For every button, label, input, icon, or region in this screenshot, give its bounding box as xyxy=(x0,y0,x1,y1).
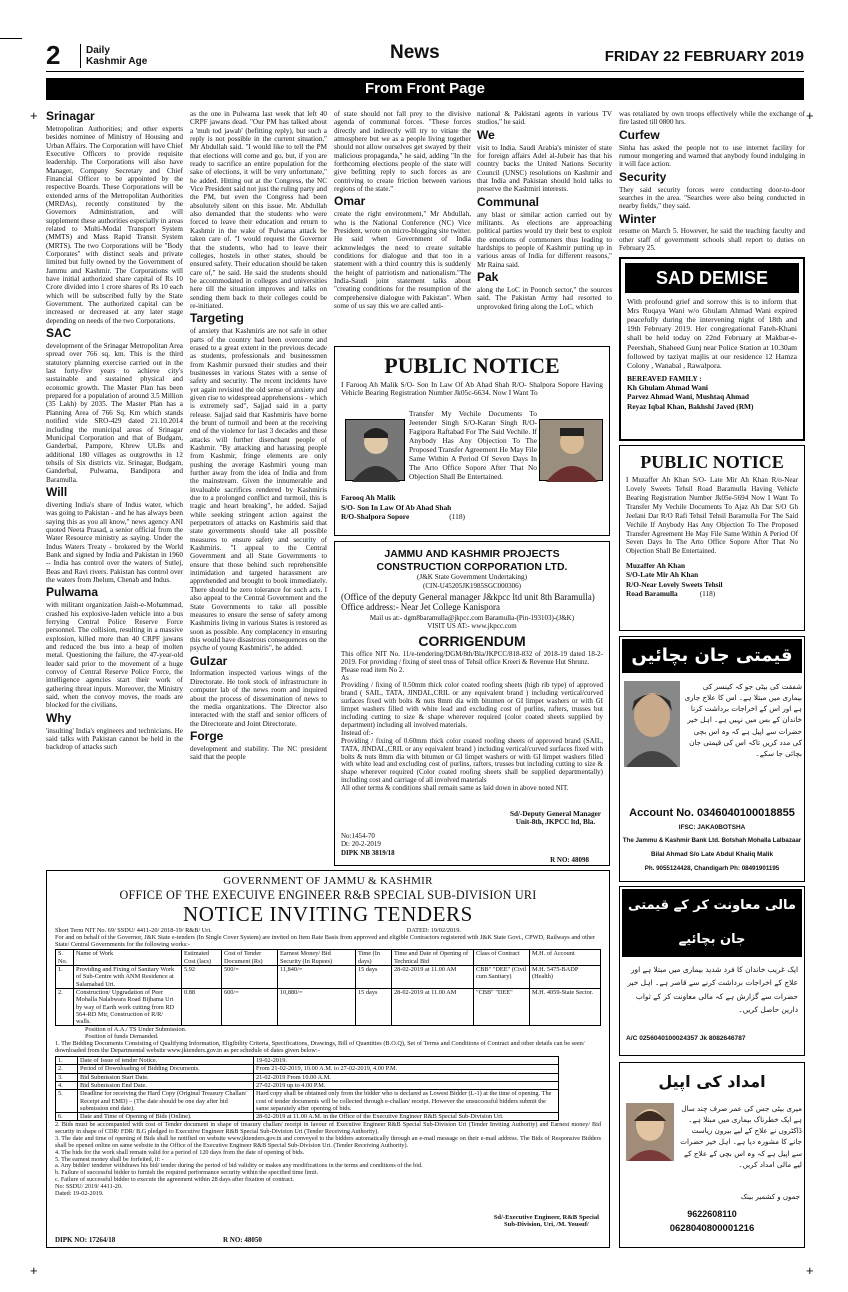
public-notice-body: Transfer My Vechile Documents To Jeetender Singh S/O-Karan Singh R/O- Fagipora Raftabad For The Said Vechile. If Anybody Has Any Objection To The Proposed Transfer Agreement He May File Same Within A Period Of Seven Days In The Arto Office Sopore After That No Objection Shall Be Entertained. xyxy=(409,409,537,482)
table-cell: 11,840/= xyxy=(278,966,356,989)
bereaved-member: Reyaz Iqbal Khan, Bakhshi Javed (RM) xyxy=(627,401,754,411)
table-cell: 1. xyxy=(56,966,74,989)
public-notice-lead: I Farooq Ah Malik S/O- Son In Law Of Ab Ahad Shah R/O- Shalpora Sopore Having Vehicle Bearing Registration Number Jk05c-6634. Now I Want To xyxy=(341,379,603,398)
article-text: with militant organization Jaish-e-Mohammad, crashed his explosive-laden vehicle into a bus ferrying Central Police Reserve Force personnel. The collision, resulting in a massive explosion, killed more than 40 CRPF jawans and reduced the bus into a heap of molten metal. Questioning the failure, the 47-year-old leader said prior to the movement of a huge convoy of Central Reserve Police Force, the intelligence agencies start their work of gathering threat inputs. Moreover, the Ministry said, when the convoy moves, the roads are blocked for the civilians. xyxy=(46,601,183,710)
sad-demise-body: With profound grief and sorrow this is to inform that Mrs Ruqaya Wani w/o Ghulam Ahmad Wani expired peacefully during the intervening night of 18th and 19th February 2019. Her congregational Fateh-Khani shall be held today on 22nd February at Makbar-e-Peershah, Shaheed Gunj near Police Station at 10.30am followed by taziyat majlis at our residence 12 Hamza Colony , Wanabal , Rawalpora. xyxy=(627,297,797,370)
column-2 xyxy=(190,110,327,868)
headline-srinagar: Srinagar xyxy=(46,109,95,123)
org-sub: (J&K State Government Undertaking) xyxy=(417,573,527,582)
tender-office: OFFICE OF THE EXECUIVE ENGINEER R&B SPECIAL SUB-DIVISION URI xyxy=(119,887,537,902)
column-5 xyxy=(619,110,805,255)
table-header-cell: Name of Work xyxy=(74,950,182,966)
table-row xyxy=(56,1081,559,1089)
corrigendum-text: All other terms & conditions shall remain same as laid down in above noted NIT. xyxy=(341,784,569,793)
contact-email: Mail us at:- dgm8baramulla@jkpcc.com Baramulla-(Pin-193103)-(J&K) xyxy=(369,614,575,623)
headline-will: Will xyxy=(46,484,68,499)
paper-name xyxy=(86,45,147,67)
tender-gov: GOVERNMENT OF JAMMU & KASHMIR xyxy=(223,875,433,887)
sad-demise-ad xyxy=(619,257,805,441)
corrigendum-refs xyxy=(341,832,395,857)
account-number: Account No. 0346040100018855 xyxy=(629,807,795,819)
article-text: create the right environment," Mr Abdullah, who is the National Conference (NC) Vice President, wrote on micro-blogging site twitter. He said when Government of India acknowledges the need to create suitable conditions for dialogue and that too in a statement with a third country this is suddenly the height of patriotism and nationalism."The India-Saudi joint statement talks about "creating conditions for the resumption of the comprehensive dialogue with Pakistan". When some of us say this we are called anti- xyxy=(334,210,471,311)
ad-ref: (118) xyxy=(449,512,465,522)
table-cell: 15 days xyxy=(356,966,392,989)
urdu-ad-body: میری بیٹی جس کی عمر صرف چند سال ہے ایک خطرناک بیماری میں مبتلا ہے۔ ڈاکٹروں نے علاج کے لیے بیرون ریاست جانے کا مشورہ دیا ہے۔ اہل خیر حضرات سے اپیل ہے کہ وہ اس بچی کے علاج کے لیے مالی امداد کریں۔ xyxy=(680,1104,802,1169)
column-3 xyxy=(334,110,471,342)
tender-signature xyxy=(494,1214,599,1229)
signature-line: Sd/-Executive Engineer, R&B Special xyxy=(493,1213,599,1221)
paper-name-line2: Kashmir Age xyxy=(86,56,148,67)
bank-name: The Jammu & Kashmir Bank Ltd. Botshah Mohalla Lalbazaar xyxy=(622,837,802,844)
masthead xyxy=(46,40,804,72)
crop-line xyxy=(0,38,22,39)
article-text: They said security forces were conducting door-to-door searches in the area. "Searches were also being conducted in nearby fields," they said. xyxy=(619,185,805,211)
tender-title: NOTICE INVITING TENDERS xyxy=(183,901,473,926)
signature-name: Muzaffer Ah Khan xyxy=(626,561,686,571)
ref-dipk: DIPK NB 3819/18 xyxy=(341,848,395,857)
table-cell: 5.92 xyxy=(182,966,222,989)
table-cell: 28-02-2019 at 11.00 AM xyxy=(392,966,474,989)
corrigendum-text: Instead of:- xyxy=(341,728,374,737)
public-notice-signature xyxy=(620,559,804,599)
signature-line: S/O- Son In Law Of Ab Ahad Shah xyxy=(341,502,452,512)
table-row xyxy=(56,1073,559,1081)
tender-terms xyxy=(47,1122,609,1197)
table-header-cell: Class of Contract xyxy=(474,950,530,966)
signature-line: Sub-Division, Uri, /M. Yousuf/ xyxy=(503,1221,589,1229)
tender-nit-no: Short Term NIT No. 69/ SSDU/ 4411-20/ 2018-19/ R&B/ Uri. xyxy=(55,927,212,935)
ad-ref: (118) xyxy=(699,588,716,598)
registration-mark: + xyxy=(806,1263,814,1278)
contact-name: Bilal Ahmad S/o Late Abdul Khaliq Malik xyxy=(650,851,774,858)
org-cin: (CIN-U45205JK1985SGC000306) xyxy=(423,581,521,590)
page-number: 2 xyxy=(46,40,61,70)
headline-sac: SAC xyxy=(46,326,72,341)
public-notice-signature xyxy=(341,493,465,522)
table-cell: Period of Downloading of Bidding Documents. xyxy=(78,1065,254,1073)
headline-gulzar: Gulzar xyxy=(190,653,228,668)
public-notice-2 xyxy=(619,445,805,631)
table-cell: Construction/ Upgradation of Peer Mohalla Nalabwara Road Bijhama Uri by way of Earth work cutting from RD 564-RD Mtr, Construction of R/R/ walls. xyxy=(74,988,182,1025)
table-row xyxy=(56,1057,559,1065)
headline-security: Security xyxy=(619,169,667,184)
public-notice-body: I Muzaffer Ah Khan S/O- Late Mir Ah Khan R/o-Near Lovely Sweets Tehsil Road Baramulla Having Vehicle Bearing Registration Number Jk05e-5694 Now I Want To Transfer My Vechile Documents To Ajaz Ah Dar S/O Gh Jeelani Dar R/O Rafi Tehsil Tehsil Baramulla For The Said Vechile If Anybody Has Any Objection To The Proposed Transfer Agreement He May File Same Within A Period Of Seven Days In The Arto Office Sopore After That No Objection Shall Be Entertained. xyxy=(626,475,798,556)
paper-name-line1: Daily xyxy=(86,45,110,56)
corrigendum-text: Providing / fixing of 0.60mm thick color coated roofing sheets of approved brand (SAIL, TATA, JINDAL,CRIL or any equivalent brand ) including vertical/curved surfaces fixed with bolts & nuts 8mm dia with bitumen or GI limpet washers or with GI limpet washers filled with white lead and excluding cost of purlins, rafters, trusses but including cutting to size & shape wherever required (Color coated roofing sheets shall be supplied departmentally) including cost and carriage of all involved materials xyxy=(341,736,603,785)
tender-date: Dated: 19-02-2019. xyxy=(55,1189,104,1197)
headline-why: Why xyxy=(46,710,72,725)
urdu-bank: جموں و کشمیر بینک xyxy=(740,1193,800,1201)
article-text: Information inspected various wings of the Directorate. He took stock of infrastructure in computer lab of the news room and inquired about the process of dissemination of news to the media organizations. The Director also interacted with the staff and senior officers of the Directorate and Joint Directorate. xyxy=(190,669,327,728)
article-text: development of the Srinagar Metropolitan Area spread over 766 sq. km. This is the third statutory planning exercise carried out in the last forty-five years to achieve city's sustainable and sustained physical and economic growth. The Master Plan has been prepared for a population of around 3.5 Million (35 Lakh) by 2035. The Master Plan has a Planning Area of 766 Sq. Km which stands notified vide SRO-429 dated 21.10.2014 including the municipal areas of Srinagar Municipal Corporation and that of Budgam, Ganderbal, Pampore, Khrew ULBs and additional 180 villages as outgrowths in 12 tehsils of Six districts viz. Srinagar, Budgam, Ganderbal, Pulwama, Bandipora and Baramulla. xyxy=(46,342,183,484)
corrigendum-text: Providing / fixing of 0.50mm thick color coated roofing sheets (high rib type) of approved brand ( SAIL, TATA, JINDAL,CRIL or any equivalent brand ) including vertical/curved surfaces fixed with bolts & nuts 8mm dia with bitumen or GI limpet washers or with GI limpet washers filled with white lead and excluding cost of purlins, rafters, trusses but including cutting to size & shape wherever required (color coated sheets supplied by department) including all involved materials. xyxy=(341,681,603,729)
table-cell: "CBB" "DEE" xyxy=(474,988,530,1025)
table-cell: 28-02-2019 at 11.00 AM xyxy=(392,988,474,1025)
table-cell: 2. xyxy=(56,988,74,1025)
table-cell: 0.88 xyxy=(182,988,222,1025)
article-text: development and stability. The NC president said that the people xyxy=(190,744,327,762)
tender-header-line xyxy=(47,926,609,934)
table-header-cell: Cost of Tender Document (Rs) xyxy=(222,950,278,966)
signature-line: R/O-Near Lovely Sweets Tehsil xyxy=(626,579,723,589)
tender-para: 5. The earnest money shall be forfeited, if: - xyxy=(55,1155,164,1163)
contact-website: VISIT US AT:- www.jkpcc.com xyxy=(427,622,517,631)
tender-intro: For and on behalf of the Governor, J&K State e-tenders (In Single Cover System) are invited on Item Rate Basis from approved and eligible Contractors registered with J&K State Govt., CPWD, Railways and other State/ Central Governments for the following works:- xyxy=(55,934,595,949)
ref-date: Dt: 20-2-2019 xyxy=(341,840,381,849)
table-cell: 15 days xyxy=(356,988,392,1025)
table-cell: 4. xyxy=(56,1081,78,1089)
table-cell: Date of Issue of tender Notice. xyxy=(78,1057,254,1065)
bereaved-family xyxy=(621,370,803,411)
tender-para: 1. The Bidding Documents Consisting of Qualifying Information, Eligibility Criteria, Specifications, Drawings, Bill of Quantities (B.O.Q), Set of Terms and Conditions of Contract and other details can be seen/ downloaded from the Departmental website www.jktenders.gov.in as per schedule of dates given below:- xyxy=(55,1040,585,1055)
corrigendum-signature xyxy=(510,810,601,827)
article-text: of anxiety that Kashmiris are not safe in other parts of the country had been overcome and erased to a great extent in the previous decade as students, professionals and businessmen from Kashmir pursued their studies and their businesses in various States with a sense of safety and security. The recent incidents have yet again revisited the old sense of anxiety and given rise to widespread apprehensions - which is extremely sad", Sajjad said in a party release. Sajjad said that Kashmiris have borne the brunt of turmoil and been at the receiving end of the violence for last 3 decades and these attacks will further disenchant people of Kashmir. "By attacking and harassing people from Kashmir, fringe elements are only pushing the average Kashmiri young man further away from the idea of India and from the mainstream. Given the innumerable and invaluable sacrifices rendered by Kashmiris due to a prolonged conflict and turmoil, this is tragic and heart breaking", he added. Sajjad while seeking stringent action against the perpetrators of attacks on Kashmiris said that state governments should take all possible measures to ensure safety and security of Kashmiris. "I appeal to the Central Government and all State Governments to ensure that those behind such reprehensible intimidation and targeted harassment are apprehended and brought to book immediately. There should be zero tolerance for such acts. I also appeal to the Central Government and the State Governments to take all possible measures to ensure the sense of safety among Kashmiris living in various States is restored as soon as possible. Any complacency in ensuring this would have disastrous consequences on the psyche of young Kashmiris", he added. xyxy=(190,327,327,653)
photo-right xyxy=(539,419,603,481)
corrigendum-title: CORRIGENDUM xyxy=(418,632,526,649)
urdu-appeal-ad-1 xyxy=(619,636,805,882)
table-cell: 19-02-2019. xyxy=(254,1057,559,1065)
article-text: national & Pakistani agents in various TV studios," he said. xyxy=(477,110,612,127)
tender-para: 4. The bids for the work shall remain valid for a period of 120 days from the date of opening of bids. xyxy=(55,1148,305,1156)
account-number: 0628040800001216 xyxy=(669,1223,755,1234)
ref-no: No:1454-70 xyxy=(341,832,375,840)
article-text: 'insulting' India's engineers and technicians. He said talks with Pakistan cannot be held in the backdrop of attacks such xyxy=(46,726,183,752)
urdu-ad-body: ایک غریب خاندان کا فرد شدید بیماری میں مبتلا ہے اور علاج کے اخراجات برداشت کرنے سے قاصر ہے۔ اہل خیر حضرات سے گزارش ہے کہ مالی معاونت کر کے ثواب دارین حاصل کریں۔ xyxy=(627,965,798,1014)
headline-omar: Omar xyxy=(334,194,366,209)
ifsc-code: IFSC: JAKA0BOTSHA xyxy=(678,824,746,831)
table-cell: 3. xyxy=(56,1073,78,1081)
table-row xyxy=(56,966,601,989)
ref-ro: R NO: 48098 xyxy=(550,856,589,864)
tender-notice xyxy=(46,870,610,1248)
table-cell: 21-02-2019 From 10.00 A.M. xyxy=(254,1073,559,1081)
corrigendum-text: Please read item No 2. xyxy=(341,665,405,674)
urdu-ad-title: امداد کی اپیل xyxy=(658,1072,766,1091)
corrigendum-body xyxy=(335,651,609,793)
table-cell: 27-02-2019 up to 4.00 P.M. xyxy=(254,1081,559,1089)
table-cell: Hard copy shall be obtained only from the bidder who is declared as Lowest Bidder (L-1) at the time of opening. The cost of tender documents will be collected through e-challan/ receipt. However the unsuccessful bidders submit the same separately after opening of bids. xyxy=(254,1090,559,1113)
signature-name: Farooq Ah Malik xyxy=(341,493,396,502)
article-text: was retaliated by own troops effectively while the exchange of fire lasted till 0800 hrs. xyxy=(619,110,805,127)
table-header-cell: Time (In days) xyxy=(356,950,392,966)
org-line: JAMMU AND KASHMIR PROJECTS xyxy=(384,548,560,560)
tender-para: 3. The date and time of opening of Bids shall be notified on website www.jktenders.gov.in and conveyed to the bidders automatically through an e-mail message on their e-mail address. The Bids of Responsive Bidders shall be opened online on same website in the Office of the Executive Engineer R&B Special Sub-Division Uri. (Tender Receiving Authority). xyxy=(55,1135,601,1149)
signature-line: Sd/-Deputy General Manager xyxy=(509,810,601,818)
registration-mark: + xyxy=(806,108,814,123)
tender-para: b. Failure of successful bidder to furnish the required performance security within the specified time limit. xyxy=(55,1169,319,1177)
section-banner xyxy=(46,78,804,100)
table-row xyxy=(56,1113,559,1121)
headline-targeting: Targeting xyxy=(190,311,244,326)
signature-address: Road Baramulla xyxy=(626,588,678,598)
table-cell: 1. xyxy=(56,1057,78,1065)
table-header-cell: Earnest Money/ Bid Security (In Rupees) xyxy=(278,950,356,966)
table-cell: Date and Time of Opening of Bids (Online). xyxy=(78,1113,254,1121)
org-line: CONSTRUCTION CORPORATION LTD. xyxy=(376,560,568,573)
org-name xyxy=(335,548,609,573)
signature-line xyxy=(341,512,465,522)
signature-address: R/O-Shalpora Sopore xyxy=(341,512,410,522)
column-1 xyxy=(46,108,183,868)
tender-para: 2. Bids must be accompanied with cost of Tender document in shape of treasury challan/ receipt in favour of Executive Engineer R&B Special Sub-Division Uri (Tender Inviting Authority) and Earnest money/ Bid security in shape of CDR/ FDR/ B.G pledged to Executive Engineer R&B Special Sub-Division Uri (Tender Receiving Authority). xyxy=(55,1121,601,1136)
table-cell: 2. xyxy=(56,1065,78,1073)
tender-no: No: SSDU/ 2019/ 4411-20. xyxy=(55,1182,123,1190)
corrigendum-text: This office NIT No. 11/e-tendering/DGM/8th/Bla/JKPCC/818-832 of 2018-19 dated 18-2-2019. For providing / fixing of steel truss of Tehsil office Kreeri & Revenue Hut Shrunz. xyxy=(341,649,603,666)
table-cell: Bid Submission End Date. xyxy=(78,1081,254,1089)
tender-position xyxy=(47,1027,609,1041)
registration-mark: + xyxy=(30,1263,38,1278)
position-funds: Position of funds Demanded. xyxy=(85,1033,159,1041)
contact-phone: Ph. 9055124428, Chandigarh Ph: 08491901195 xyxy=(644,865,780,872)
office-address: (Office of the deputy General manager J&kpcc ltd unit 8th Baramulla) Office address:- Near Jet College Kanispora xyxy=(341,591,595,612)
table-cell: M.H. 4059-State Sector. xyxy=(530,988,601,1025)
table-cell: Providing and Fixing of Sanitary Work of Sub-Centre with ANM Residence at Salamabad Uri. xyxy=(74,966,182,989)
headline-communal: Communal xyxy=(477,194,540,209)
signature-line: Unit-8th, JKPCC ltd, Bla. xyxy=(515,818,596,827)
bereaved-title: BEREAVED FAMILY : xyxy=(627,373,702,383)
article-text: any blast or similar action carried out by militants. As elections are approaching political parties would try their best to exploit the emotions of commoners thus leading to hardships to people of Kashmir putting up in various areas of India for different reasons," Mr Raina said. xyxy=(477,210,612,269)
article-text: as the one in Pulwama last week that left 40 CRPF jawans dead. "Our PM has talked about a 'muh tod jawab' (befitting reply), but such a reply is not possible in the current situation," Mr Abdullah said. "I would like to tell the PM that elections will come and go, but, if you are ready to sacrifice an entire population for the sake of elections, it will be very unfortunate," he added. Hitting out at the Congress, the NC Vice President said not just the ruling party and the PM, but even the Congress had been absolutely silent on this issue. Mr. Abdullah also demanded that the students who were forced to leave their education and return to Kashmir in the wake of Pulwama attack be taken care of. "I would request the Governor that the students, who had to leave their colleges, hostels in other states, should be ensured safety. Their education should be taken care of," he said. He said the students should be accommodated in colleges and universities here till the situation improves and talks on sending them back to their colleges could be re-initiated. xyxy=(190,110,327,310)
tender-schedule-table xyxy=(47,1055,567,1122)
article-text: of state should not fall prey to the divisive agenda of communal forces. "These forces directly and indirectly will try to vitiate the atmosphere but we as a people living together should not allow ourselves get swayed by their malicious propaganda," he said, adding "In the forthcoming elections people of the state will give befitting reply to such forces as are contriving to create friction between various regions of the state." xyxy=(334,110,471,194)
table-header-cell: S. No. xyxy=(56,950,74,966)
child-photo xyxy=(626,1103,674,1161)
table-row xyxy=(56,988,601,1025)
table-header-cell: Time and Date of Opening of Technical Bid xyxy=(392,950,474,966)
table-cell: Bid Submission Start Date. xyxy=(78,1073,254,1081)
article-text: resume on March 5. However, he said the teaching faculty and other staff of government schools shall report to duties on February 25. xyxy=(619,227,805,253)
headline-forge: Forge xyxy=(190,728,224,743)
table-row xyxy=(56,1090,559,1113)
position-aa: Position of A.A./ TS Under Submission. xyxy=(85,1026,187,1034)
urdu-appeal-ad-3 xyxy=(619,1062,805,1248)
tender-dated: DATED: 19/02/2019. xyxy=(406,927,461,935)
public-notice-title: PUBLIC NOTICE xyxy=(384,353,560,378)
issue-date: FRIDAY 22 FEBRUARY 2019 xyxy=(604,48,804,65)
page-number-divider xyxy=(80,44,81,68)
headline-pak: Pak xyxy=(477,269,499,284)
signature-line xyxy=(626,589,798,598)
article-text: visit to India. Saudi Arabia's minister of state for foreign affairs Adel al-Jubeir has that his country backs the United Nations Security Council (UNSC) resolutions on Kashmir and that India and Pakistan should hold talks to preserve the Kashmiri interests. xyxy=(477,143,612,194)
table-cell: 600/= xyxy=(222,988,278,1025)
tender-dipk: DIPK NO: 17264/18 xyxy=(55,1235,116,1244)
table-cell: CBB" "DEE" (Civil cum Sanitary) xyxy=(474,966,530,989)
bereaved-member: Parvez Ahmad Wani, Mushtaq Ahmad xyxy=(627,392,750,402)
corrigendum-ad xyxy=(334,541,610,866)
corrigendum-text: As xyxy=(341,673,349,682)
signature-line: S/O-Late Mir Ah Khan xyxy=(626,570,699,580)
headline-curfew: Curfew xyxy=(619,127,660,142)
article-text: diverting India's share of Indus water, which was going to Pakistan - and he has always been saying this as you all know," news agency ANI quoted Neeta Prasad, a senior official from the Water Resource ministry as saying. Under the Indus Waters Treaty - brokered by the World Bank and signed by India and Pakistan in 1960 -- India has control over the waters of Sutlej, Beas and Ravi rivers. Pakistan has control over the waters from Jhelum, Chenab and Indus. xyxy=(46,500,183,584)
column-4 xyxy=(477,110,612,342)
table-header-row xyxy=(56,950,601,966)
section-banner-label: From Front Page xyxy=(364,80,485,97)
table-header-cell: M.H. of Account xyxy=(530,950,601,966)
urdu-ad-title: قیمتی جان بچائیں xyxy=(622,639,802,673)
account-number: A/C 0256040100024357 Jk 8082646787 xyxy=(626,1035,746,1043)
section-title: News xyxy=(390,42,440,63)
headline-pulwama: Pulwama xyxy=(46,585,99,600)
bereaved-member: Kh Ghulam Ahmad Wani xyxy=(627,383,708,393)
registration-mark: + xyxy=(30,108,38,123)
tender-works-table xyxy=(47,948,609,1027)
table-cell: 6. xyxy=(56,1113,78,1121)
tender-ro: R NO: 48050 xyxy=(223,1235,262,1244)
table-header-cell: Estimated Cost (lacs) xyxy=(182,950,222,966)
public-notice-1 xyxy=(334,346,610,536)
urdu-ad-title: مالی معاونت کر کے قیمتی جان بچائیے xyxy=(622,889,802,957)
article-text: Metropolitan Authorities; and other experts besides nominee of Ministry of Housing and Urban Affairs. The Corporation will have Chief Executive Officers to provide requisite leadership. The Corporations will also have Manager, Company Secretary and Chief Financial Officer to be appointed by the respective Boards. These Corporations will be extended arms of the Metropolitan Authorities (MRDAs), recently constituted by the Governors Administration, and will supplement these authorities especially in areas related to Multi-Modal Transport System (MMTS) and Mass Rapid Transit System (MRTS). The two Corporations will be "Body Corporates" with distinct seals and private limited but fully owned by the Government of Jammu and Kashmir. The Corporations will have initial authorized share capital of Rs 10 Crore divided into 1 crore shares of Rs 10 each which will be subscribed fully by the State Government. The authorized capital can be increased or decreased at any later stage depending on needs of the two Corporations. xyxy=(46,124,183,325)
article-text: Sinha has asked the people not to use internet facility for rumour mongering and warned that anybody found indulging in it will face action. xyxy=(619,143,805,169)
table-cell: 5. xyxy=(56,1090,78,1113)
public-notice-title: PUBLIC NOTICE xyxy=(640,452,784,472)
child-photo xyxy=(624,681,680,767)
headline-winter: Winter xyxy=(619,211,657,226)
headline-we: We xyxy=(477,127,495,142)
tender-para: a. Any bidder/ tenderer withdraws his bid/ tender during the period of bid validity or makes any modifications in the terms and conditions of the bid. xyxy=(55,1162,423,1170)
table-cell: M.H. 5475-BADP (Health) xyxy=(530,966,601,989)
table-cell: Deadline for receiving the Hard Copy (Original Treasury Challan/ Receipt and EMD) – (The date should be one day after bid submission end date). xyxy=(78,1090,254,1113)
photo-left xyxy=(345,419,405,481)
contact-phone: 9622608110 xyxy=(687,1209,737,1219)
tender-para: c. Failure of successful bidder to execute the agreement within 28 days after fixation of contract. xyxy=(55,1175,294,1183)
table-row xyxy=(56,1065,559,1073)
table-cell: From 21-02-2019, 10.00 A.M. to 27-02-2019, 4.00 P.M. xyxy=(254,1065,559,1073)
urdu-ad-body: شفقت کی بیٹی جو کہ کینسر کی بیماری میں مبتلا ہے۔ اس کا علاج جاری ہے اور اس کے اخراجات برداشت کرنا خاندان کے بس میں نہیں ہے۔ اہل خیر حضرات سے اپیل ہے کہ وہ اس بچی کی مدد کریں تاکہ اس کی قیمتی جان بچائی جا سکے۔ xyxy=(684,682,802,758)
table-cell: 28-02-2019 at 11.00 A.M. in the Office of the Executive Engineer R&B Special Sub-Division Uri. xyxy=(254,1113,559,1121)
urdu-appeal-ad-2 xyxy=(619,886,805,1056)
sad-demise-title: SAD DEMISE xyxy=(625,263,799,293)
article-text: along the LoC in Poonch sector," the sources said. The Pakistan Army had resorted to unprovoked firing along the LoC, which xyxy=(477,285,612,311)
table-cell: 500/= xyxy=(222,966,278,989)
table-cell: 10,880/= xyxy=(278,988,356,1025)
